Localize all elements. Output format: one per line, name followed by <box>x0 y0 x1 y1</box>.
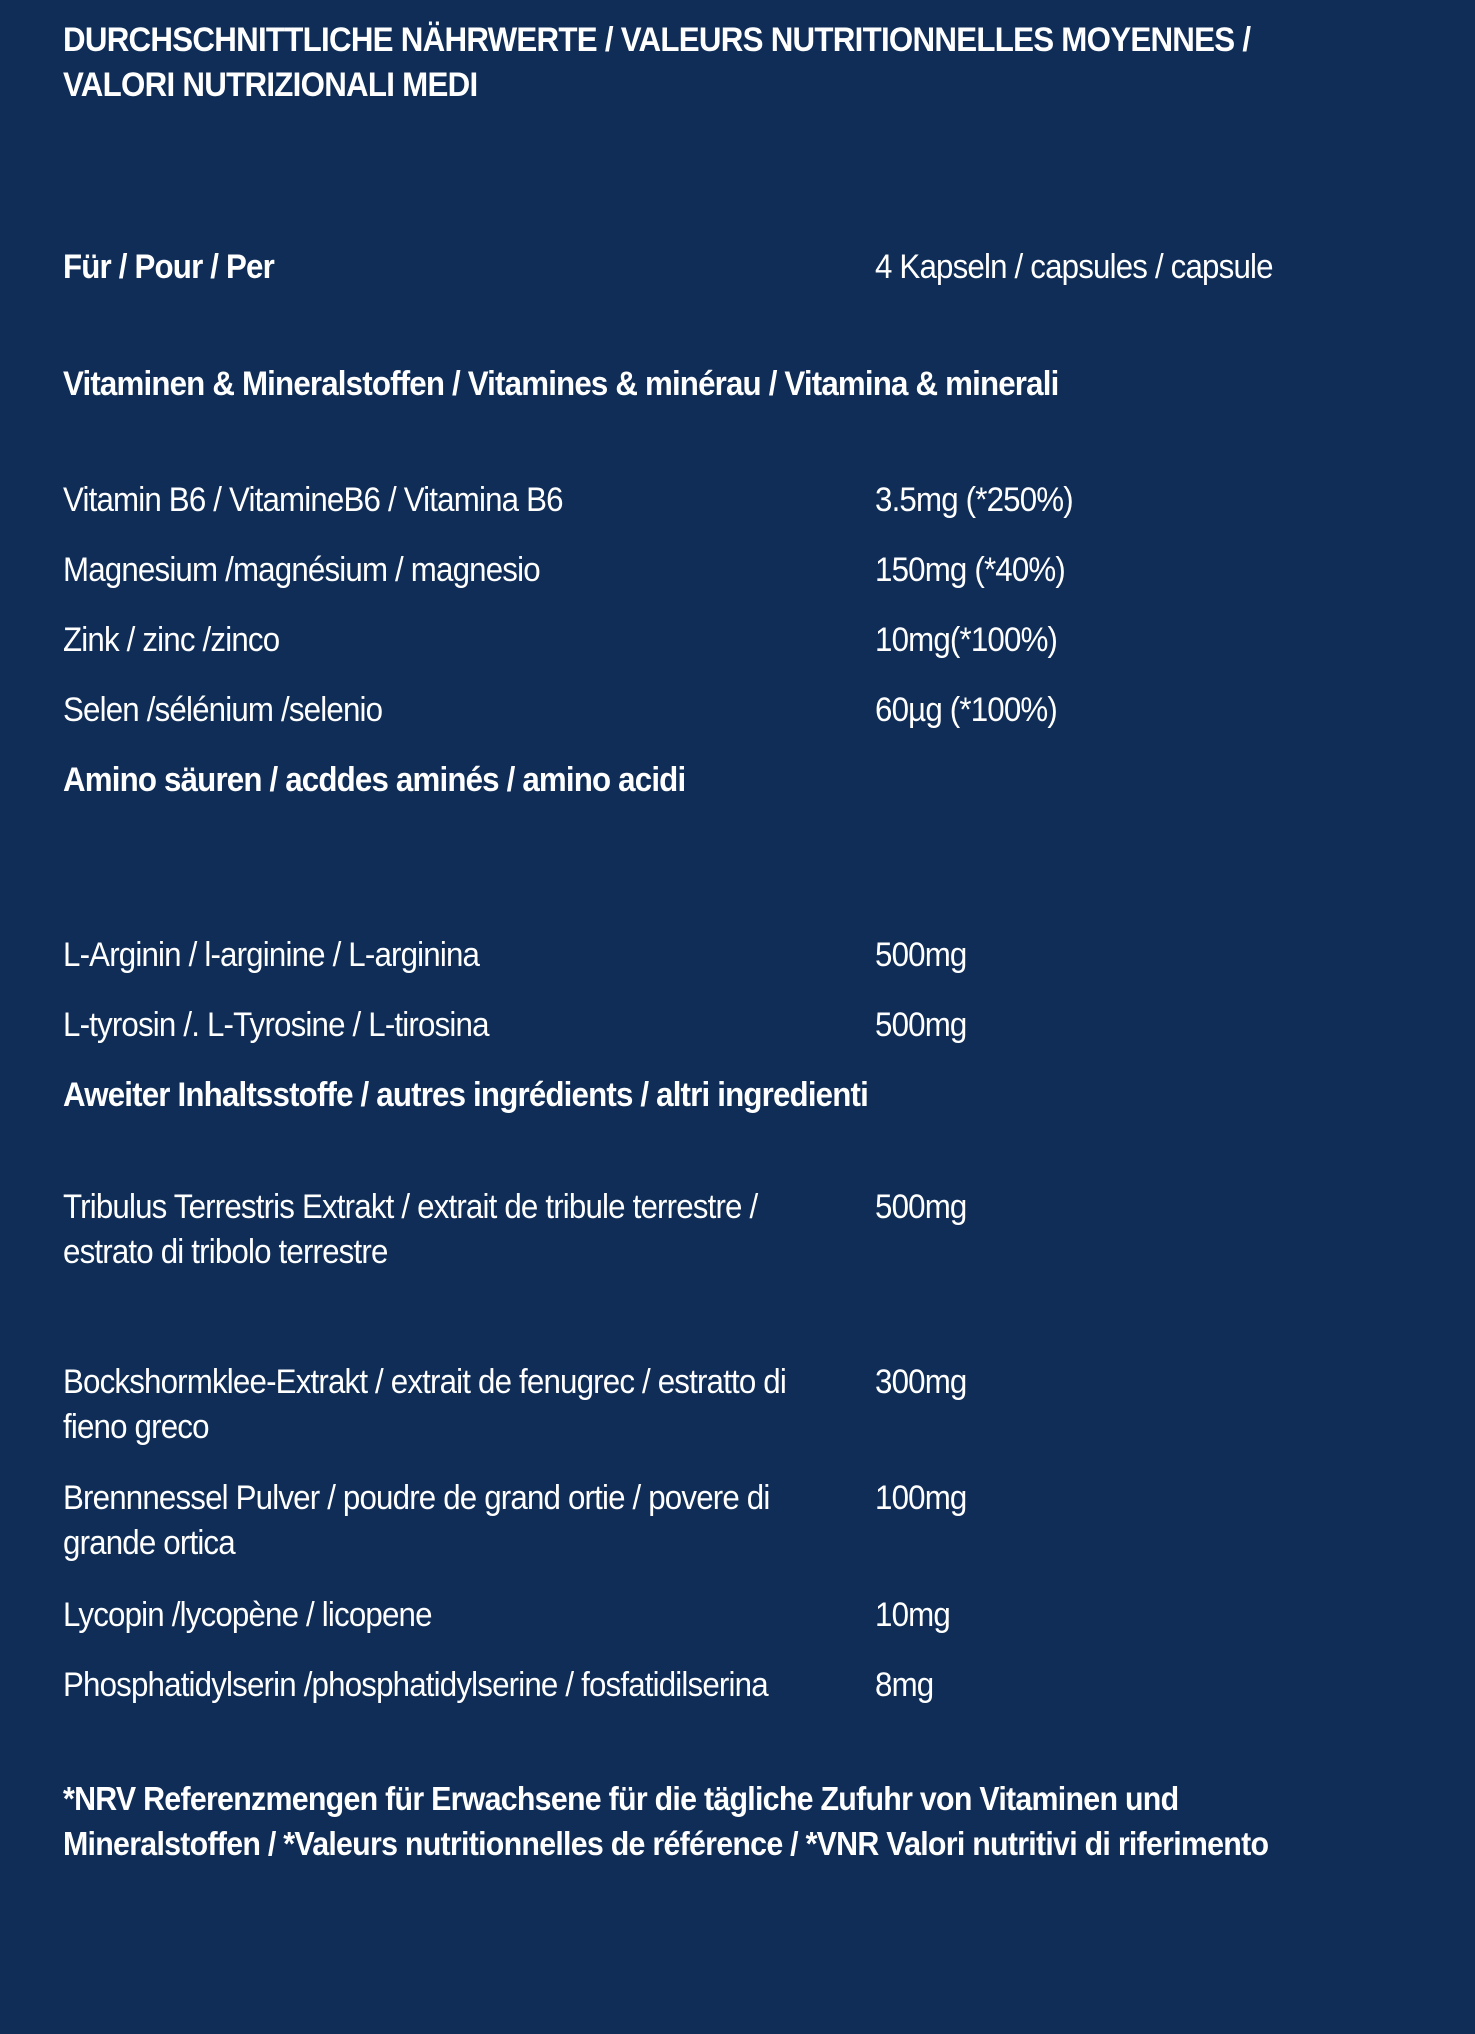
section-heading-vitamins <box>0 362 1475 422</box>
nrv-footnote: *NRV Referenzmengen für Erwachsene für die tägliche Zufuhr von Vitaminen und Mineralstoffen / *Valeurs nutritionnelles de référence / *VNR Valori nutritivi di riferimento <box>63 1780 1269 1862</box>
nutrient-row <box>0 1185 1475 1285</box>
nutrient-name: L-tyrosin /. L-Tyrosine / L-tirosina <box>63 1006 489 1044</box>
nutrient-row <box>0 1003 1475 1063</box>
nutrient-name: Selen /sélénium /selenio <box>63 691 383 729</box>
nutrient-row <box>0 1360 1475 1460</box>
nutrient-amount: 10mg(*100%) <box>875 621 1058 659</box>
nutrient-name: Lycopin /lycopène / licopene <box>63 1596 432 1634</box>
section-heading-text: Amino säuren / acddes aminés / amino acidi <box>63 761 686 799</box>
nutrient-name: Vitamin B6 / VitamineB6 / Vitamina B6 <box>63 481 563 519</box>
section-heading-text: Aweiter Inhaltsstoffe / autres ingrédients / altri ingredienti <box>63 1076 868 1114</box>
nutrient-row <box>0 1593 1475 1653</box>
section-heading-amino <box>0 758 1475 818</box>
nutrient-row <box>0 618 1475 678</box>
nutrient-amount: 60µg (*100%) <box>875 691 1057 729</box>
nutrient-name: Zink / zinc /zinco <box>63 621 280 659</box>
section-heading-other <box>0 1073 1475 1133</box>
nutrient-name: L-Arginin / l-arginine / L-arginina <box>63 936 480 974</box>
nutrient-name: Tribulus Terrestris Extrakt / extrait de tribule terrestre / estrato di tribolo terrestre <box>63 1188 758 1271</box>
nutrient-amount: 100mg <box>875 1479 967 1517</box>
nutrient-amount: 500mg <box>875 1188 967 1226</box>
nutrient-amount: 300mg <box>875 1363 967 1401</box>
nutrient-name: Bockshormklee-Extrakt / extrait de fenugrec / estratto di fieno greco <box>63 1363 786 1446</box>
nutrient-row <box>0 688 1475 748</box>
nutrient-amount: 500mg <box>875 936 967 974</box>
nutrient-name: Phosphatidylserin /phosphatidylserine / fosfatidilserina <box>63 1666 768 1704</box>
nutrient-amount: 3.5mg (*250%) <box>875 481 1073 519</box>
nutrient-row <box>0 933 1475 993</box>
nutrient-name: Brennnessel Pulver / poudre de grand ortie / povere di grande ortica <box>63 1479 770 1562</box>
nutrient-row <box>0 548 1475 608</box>
serving-value: 4 Kapseln / capsules / capsule <box>875 248 1273 286</box>
nutrient-row <box>0 1476 1475 1576</box>
serving-label: Für / Pour / Per <box>63 248 274 286</box>
nutrient-amount: 500mg <box>875 1006 967 1044</box>
nutrient-row <box>0 478 1475 538</box>
panel-title: DURCHSCHNITTLICHE NÄHRWERTE / VALEURS NUTRITIONNELLES MOYENNES / VALORI NUTRIZIONALI MEDI <box>63 21 1251 104</box>
nutrient-amount: 150mg (*40%) <box>875 551 1066 589</box>
nutrient-row <box>0 1663 1475 1723</box>
serving-row <box>0 245 1475 305</box>
nutrient-amount: 10mg <box>875 1596 950 1634</box>
nutrient-name: Magnesium /magnésium / magnesio <box>63 551 540 589</box>
nutrient-amount: 8mg <box>875 1666 934 1704</box>
section-heading-text: Vitaminen & Mineralstoffen / Vitamines & minérau / Vitamina & minerali <box>63 365 1059 403</box>
